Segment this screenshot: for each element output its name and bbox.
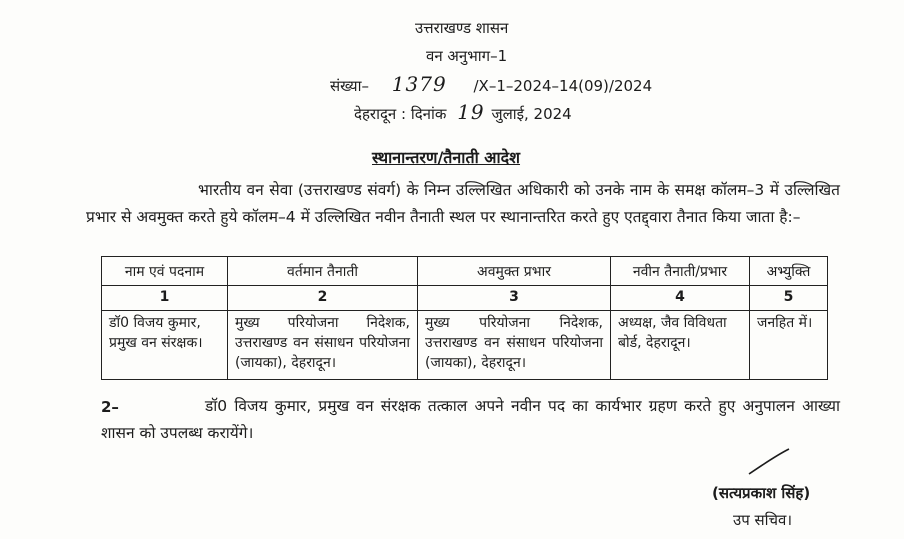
point2-text: डॉ0 विजय कुमार, प्रमुख वन संरक्षक तत्काल अपने नवीन पद का कार्यभार ग्रहण करते हुए अनुपालन आख्या शासन को उपलब्ध करायेंगे। xyxy=(101,397,840,442)
cell-remarks: जनहित में। xyxy=(750,311,828,380)
signatory-designation: उप सचिव। xyxy=(733,511,793,529)
header-current-posting: वर्तमान तैनाती xyxy=(228,257,418,286)
signature-mark xyxy=(745,446,793,478)
header-government: उत्तराखण्ड शासन xyxy=(415,19,509,37)
header-remarks: अभ्युक्ति xyxy=(750,257,828,286)
order-title: स्थानान्तरण/तैनाती आदेश xyxy=(372,148,521,167)
transfer-table xyxy=(101,256,828,380)
cell-new-posting: अध्यक्ष, जैव विविधता बोर्ड, देहरादून। xyxy=(611,311,750,380)
table-header-row xyxy=(102,257,828,286)
signatory-name: (सत्यप्रकाश सिंह) xyxy=(712,484,811,502)
col-num-2: 2 xyxy=(228,286,418,311)
number-label: संख्या– xyxy=(330,77,370,95)
place-date-label: देहरादून : दिनांक xyxy=(354,105,447,123)
order-number-line xyxy=(330,72,652,96)
header-new-posting: नवीन तैनाती/प्रभार xyxy=(611,257,750,286)
header-relieved-charge: अवमुक्त प्रभार xyxy=(418,257,611,286)
cell-relieved-charge: मुख्य परियोजना निदेशक, उत्तराखण्ड वन संसाधन परियोजना (जायका), देहरादून। xyxy=(418,311,611,380)
table-row xyxy=(102,311,828,380)
header-section: वन अनुभाग–1 xyxy=(426,47,508,65)
date-rest: जुलाई, 2024 xyxy=(491,105,572,123)
cell-name: डॉ0 विजय कुमार, प्रमुख वन संरक्षक। xyxy=(102,311,228,380)
col-num-3: 3 xyxy=(418,286,611,311)
col-num-1: 1 xyxy=(102,286,228,311)
header-name: नाम एवं पदनाम xyxy=(102,257,228,286)
date-handwritten: 19 xyxy=(457,100,485,124)
column-number-row xyxy=(102,286,828,311)
point2-number: 2– xyxy=(101,398,119,416)
intro-paragraph: भारतीय वन सेवा (उत्तराखण्ड संवर्ग) के निम्न उल्लिखित अधिकारी को उनके नाम के समक्ष कॉलम–3 में उल्लिखित प्रभार से अवमुक्त करते हुये कॉलम–4 में उल्लिखित नवीन तैनाती स्थल पर स्थानान्तरित करते हुए एतद्द्वारा तैनात किया जाता है:– xyxy=(86,181,840,226)
place-date-line xyxy=(354,100,572,124)
number-handwritten: 1379 xyxy=(391,72,447,96)
cell-current-posting: मुख्य परियोजना निदेशक, उत्तराखण्ड वन संसाधन परियोजना (जायका), देहरादून। xyxy=(228,311,418,380)
number-ref: /X–1–2024–14(09)/2024 xyxy=(473,77,653,95)
col-num-5: 5 xyxy=(750,286,828,311)
col-num-4: 4 xyxy=(611,286,750,311)
